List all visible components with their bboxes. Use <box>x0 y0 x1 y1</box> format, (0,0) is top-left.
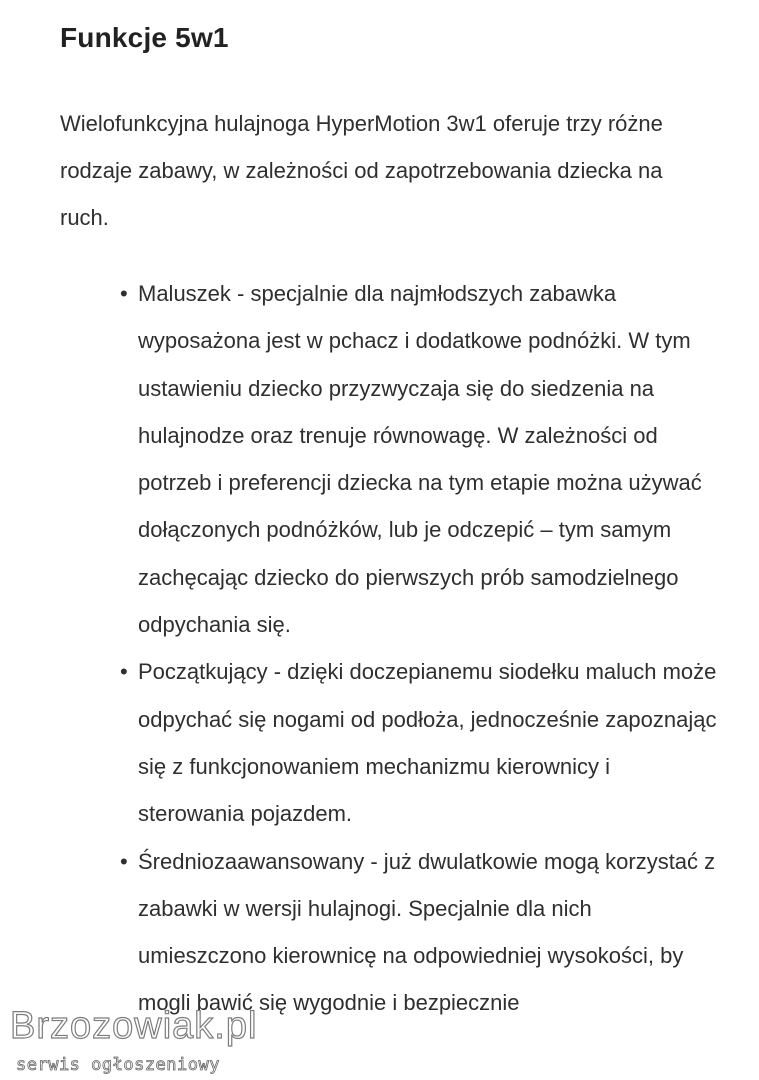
list-item-text: Początkujący - dzięki doczepianemu siodełku maluch może odpychać się nogami od podłoża, jednocześnie zapoznając się z funkcjonowaniem mechanizmu kierownicy i sterowania pojazdem. <box>138 659 717 827</box>
bullet-icon: • <box>120 659 128 685</box>
list-item-text: Średniozaawansowany - już dwulatkowie mogą korzystać z zabawki w wersji hulajnogi. Specjalnie dla nich umieszczono kierownicę na odpowiedniej wysokości, by mogli bawić się wygodnie i bezpiecznie <box>138 848 716 1016</box>
list-item <box>120 838 718 1027</box>
feature-list <box>120 270 718 1027</box>
watermark-subtitle: serwis ogłoszeniowy <box>16 1055 220 1075</box>
bullet-icon: • <box>120 848 128 874</box>
bullet-icon: • <box>120 281 128 306</box>
intro-paragraph: Wielofunkcyjna hulajnoga HyperMotion 3w1 oferuje trzy różne rodzaje zabawy, w zależności od zapotrzebowania dziecka na ruch. <box>60 111 663 230</box>
list-item-text: Maluszek - specjalnie dla najmłodszych zabawka wyposażona jest w pchacz i dodatkowe podnóżki. W tym ustawieniu dziecko przyzwyczaja się do siedzenia na hulajnodze oraz trenuje równowagę. W zależności od potrzeb i preferencji dziecka na tym etapie można używać dołączonych podnóżków, lub je odczepić – tym samym zachęcając dziecko do pierwszych prób samodzielnego odpychania się. <box>138 281 702 638</box>
watermark-logo: Brzozowiak.pl <box>10 1005 258 1047</box>
section-title: Funkcje 5w1 <box>60 22 229 53</box>
list-item <box>120 648 718 837</box>
list-item <box>120 270 718 648</box>
